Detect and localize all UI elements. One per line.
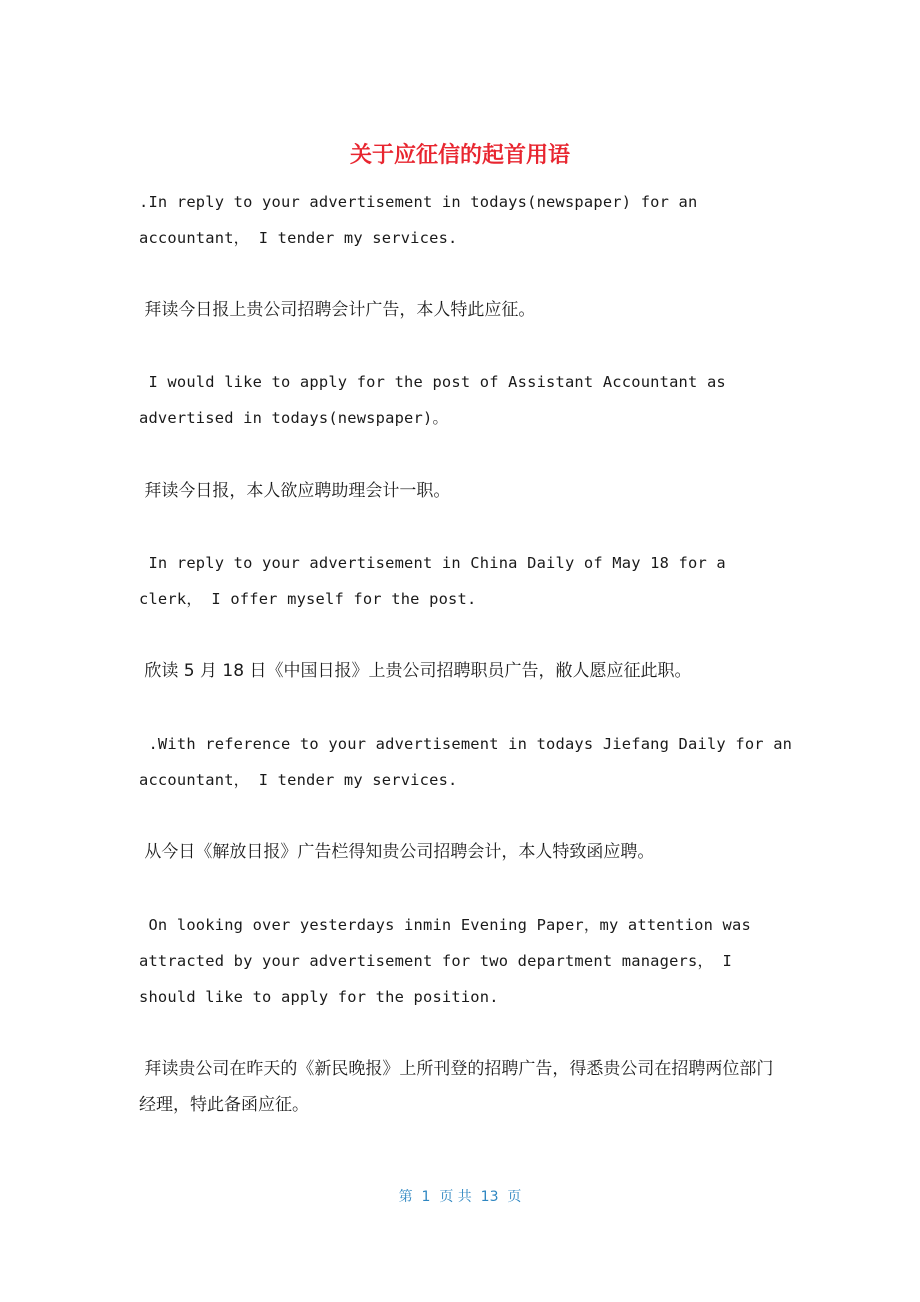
paragraph-10-chinese: 拜读贵公司在昨天的《新民晚报》上所刊登的招聘广告，得悉贵公司在招聘两位部门经理，特此备函应征。 xyxy=(139,1059,774,1115)
paragraph-8-chinese: 从今日《解放日报》广告栏得知贵公司招聘会计，本人特致函应聘。 xyxy=(139,842,655,862)
paragraph-3-english: I would like to apply for the post of Assistant Accountant as advertised in todays(newspaper)。 xyxy=(139,373,726,427)
paragraph-4-chinese: 拜读今日报，本人欲应聘助理会计一职。 xyxy=(139,481,451,501)
paragraph-1-english: .In reply to your advertisement in todays(newspaper) for an accountant， I tender my services. xyxy=(139,193,698,247)
document-title: 关于应征信的起首用语 xyxy=(349,143,570,168)
paragraph-5-english: In reply to your advertisement in China Daily of May 18 for a clerk， I offer myself for the post. xyxy=(139,554,726,608)
paragraph-7-english: .With reference to your advertisement in todays Jiefang Daily for an accountant， I tender my services. xyxy=(139,735,793,789)
paragraph-6-chinese: 欣读 5 月 18 日《中国日报》上贵公司招聘职员广告，敝人愿应征此职。 xyxy=(139,661,692,681)
page-number-footer: 第 1 页 共 13 页 xyxy=(398,1189,522,1205)
paragraph-9-english: On looking over yesterdays inmin Evening Paper，my attention was attracted by your advertisement for two department managers， I should like to apply for the position. xyxy=(139,916,751,1006)
paragraph-2-chinese: 拜读今日报上贵公司招聘会计广告，本人特此应征。 xyxy=(139,300,536,320)
